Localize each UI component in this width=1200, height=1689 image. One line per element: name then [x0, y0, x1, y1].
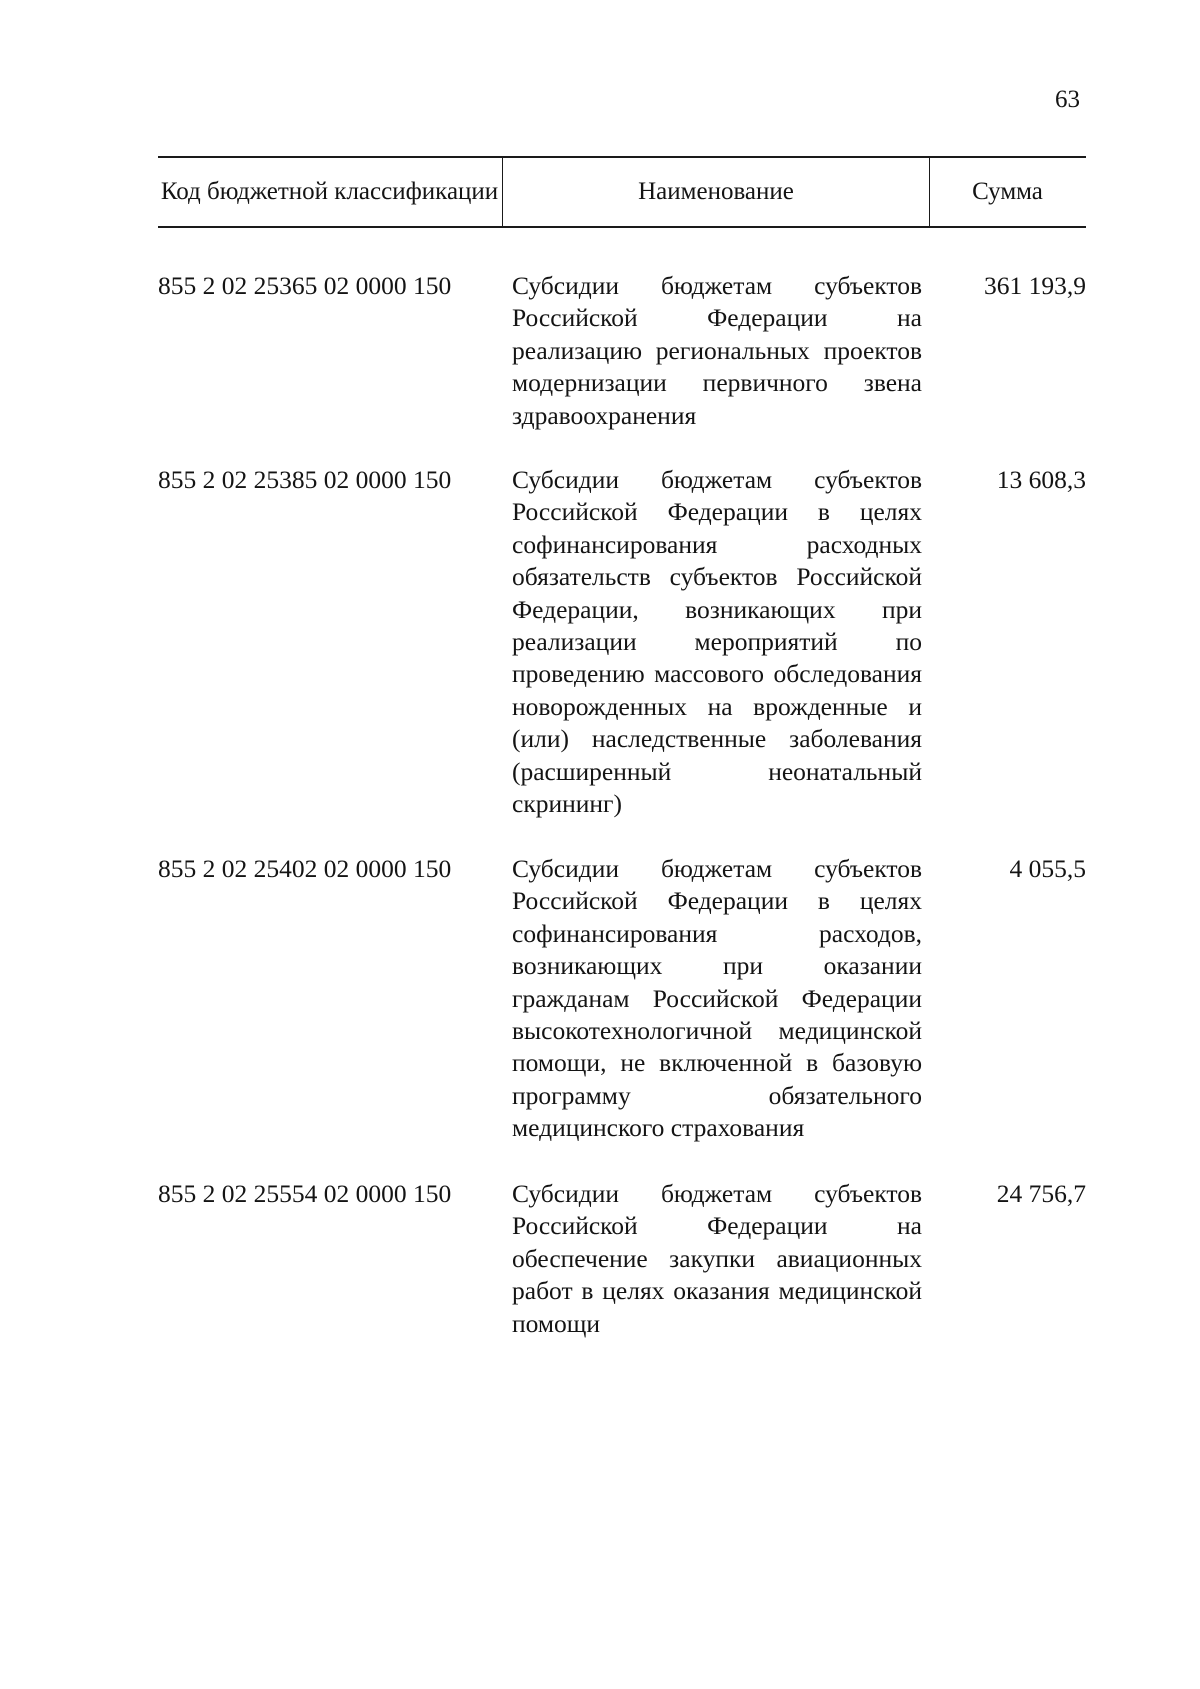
item-name: Субсидии бюджетам субъектов Российской Федерации в целях софинансирования расходных обязательств субъектов Российской Федерации, возникающих при реализации мероприятий по проведению массового обследования новорожденных на врожденные и (или) наследственные заболевания (расширенный неонатальный скрининг) — [512, 465, 922, 819]
item-name: Субсидии бюджетам субъектов Российской Федерации на реализацию региональных проектов модернизации первичного звена здравоохранения — [512, 271, 922, 430]
table-header — [158, 156, 1086, 228]
budget-code: 855 2 02 25402 02 0000 150 — [158, 854, 452, 883]
page-number: 63 — [1055, 86, 1080, 113]
header-code: Код бюджетной классификации — [160, 178, 499, 205]
budget-code: 855 2 02 25365 02 0000 150 — [158, 271, 452, 300]
budget-code: 855 2 02 25385 02 0000 150 — [158, 465, 452, 494]
item-sum: 361 193,9 — [984, 271, 1086, 300]
item-sum: 24 756,7 — [996, 1179, 1086, 1208]
budget-code: 855 2 02 25554 02 0000 150 — [158, 1179, 452, 1208]
header-name: Наименование — [502, 158, 930, 226]
item-sum: 4 055,5 — [1009, 854, 1086, 883]
item-name: Субсидии бюджетам субъектов Российской Федерации на обеспечение закупки авиационных работ в целях оказания медицинской помощи — [512, 1179, 922, 1338]
item-sum: 13 608,3 — [996, 465, 1086, 494]
header-sum: Сумма — [972, 178, 1043, 205]
item-name: Субсидии бюджетам субъектов Российской Федерации в целях софинансирования расходов, возникающих при оказании гражданам Российской Федерации высокотехнологичной медицинской помощи, не включенной в базовую программу обязательного медицинского страхования — [512, 854, 922, 1143]
